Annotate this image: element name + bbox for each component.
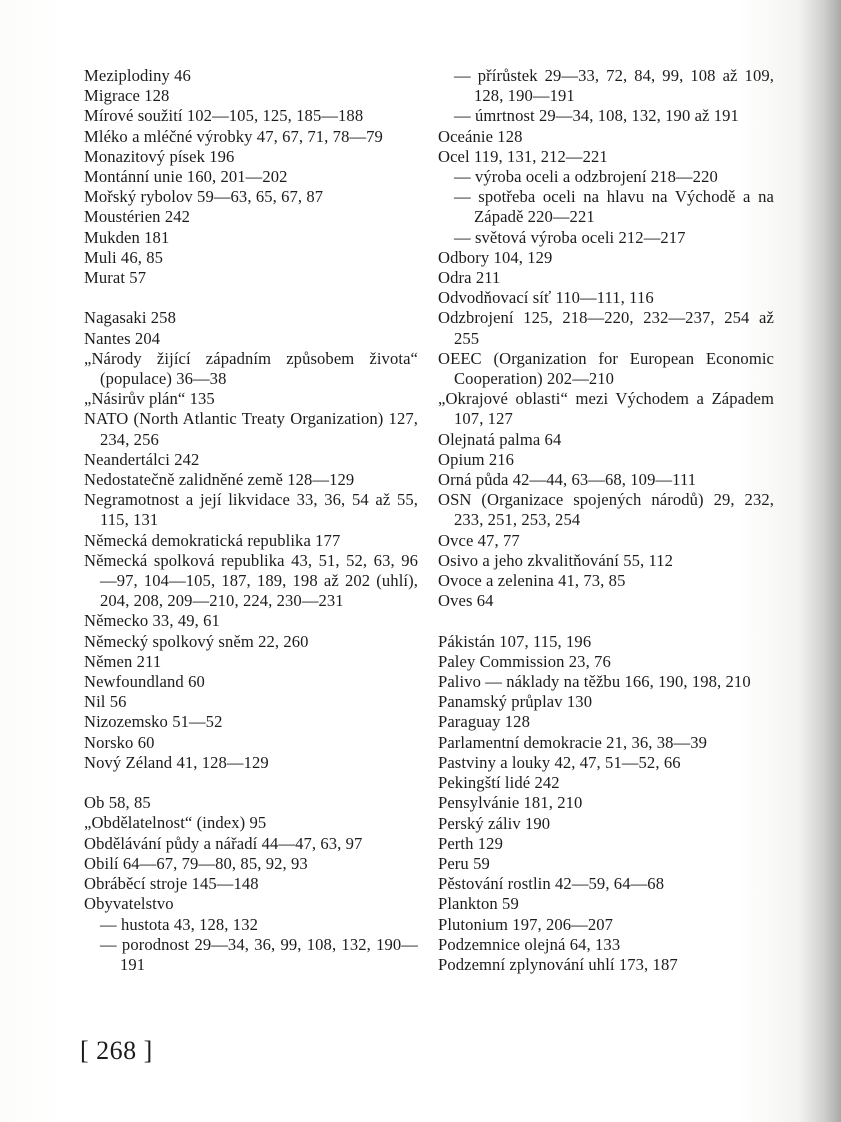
index-entry: Pákistán 107, 115, 196	[438, 631, 592, 651]
index-entry: Pastviny a louky 42, 47, 51—52, 66	[438, 752, 681, 772]
index-entry: Murat 57	[84, 268, 147, 288]
index-entry: Nagasaki 258	[84, 308, 176, 328]
index-entry: Podzemní zplynování uhlí 173, 187	[438, 954, 678, 974]
index-entry: Osivo a jeho zkvalitňování 55, 112	[438, 550, 674, 570]
page-number: [ 268 ]	[80, 1036, 153, 1065]
index-entry: Muli 46, 85	[84, 247, 164, 267]
index-entry: Mukden 181	[84, 227, 170, 247]
index-entry: Ovce 47, 77	[438, 530, 520, 550]
index-entry: Podzemnice olejná 64, 133	[438, 934, 621, 954]
index-column-right	[438, 66, 774, 975]
index-entry: Odra 211	[438, 268, 501, 288]
index-entry: Nový Zéland 41, 128—129	[84, 752, 269, 772]
index-entry: Nedostatečně zalidněné země 128—129	[84, 470, 355, 490]
index-entry: Odvodňovací síť 110—111, 116	[438, 288, 654, 308]
index-entry: „Národy žijící západním způsobem života“ (populace) 36—38	[84, 348, 418, 389]
index-entry: Perth 129	[438, 833, 503, 853]
index-entry: Olejnatá palma 64	[438, 429, 562, 449]
index-entry: Německá spolková republika 43, 51, 52, 63, 96—97, 104—105, 187, 189, 198 až 202 (uhlí), 204, 208, 209—210, 224, 230—231	[84, 550, 418, 611]
index-entry: Pěstování rostlin 42—59, 64—68	[438, 874, 665, 894]
index-entry: Migrace 128	[84, 86, 170, 106]
index-entry: Mléko a mléčné výrobky 47, 67, 71, 78—79	[84, 126, 383, 146]
index-subentry: — výroba oceli a odzbrojení 218—220	[454, 167, 718, 187]
index-entry: Obdělávání půdy a nářadí 44—47, 63, 97	[84, 833, 363, 853]
index-entry: Negramotnost a její likvidace 33, 36, 54 až 55, 115, 131	[84, 490, 418, 530]
index-entry: Ocel 119, 131, 212—221	[438, 146, 608, 166]
index-entry: Parlamentní demokracie 21, 36, 38—39	[438, 732, 708, 752]
index-entry: Palivo — náklady na těžbu 166, 190, 198, 210	[438, 672, 751, 692]
index-entry: Německý spolkový sněm 22, 260	[84, 631, 309, 651]
index-subentry: — úmrtnost 29—34, 108, 132, 190 až 191	[454, 106, 739, 126]
index-entry: Německá demokratická republika 177	[84, 530, 341, 550]
index-entry: Orná půda 42—44, 63—68, 109—111	[438, 470, 697, 490]
index-subentry: — přírůstek 29—33, 72, 84, 99, 108 až 109, 128, 190—191	[454, 66, 774, 106]
index-subentry: — hustota 43, 128, 132	[100, 914, 258, 934]
index-subentry: — spotřeba oceli na hlavu na Východě a na Západě 220—221	[454, 187, 774, 227]
index-entry: Moustérien 242	[84, 207, 191, 227]
index-entry: Nantes 204	[84, 328, 161, 348]
index-entry: Mírové soužití 102—105, 125, 185—188	[84, 106, 364, 126]
index-column-left	[84, 66, 418, 975]
index-entry: „Násirův plán“ 135	[84, 389, 215, 409]
index-entry: „Obdělatelnost“ (index) 95	[84, 813, 267, 833]
index-entry: Norsko 60	[84, 732, 155, 752]
index-subentry: — světová výroba oceli 212—217	[454, 227, 686, 247]
index-entry: Oves 64	[438, 591, 494, 611]
index-entry: Peru 59	[438, 853, 490, 873]
index-entry: Perský záliv 190	[438, 813, 551, 833]
index-entry: Odzbrojení 125, 218—220, 232—237, 254 až 255	[438, 308, 774, 348]
index-entry: Paley Commission 23, 76	[438, 651, 611, 671]
index-entry: Opium 216	[438, 449, 515, 469]
index-entry: Obráběcí stroje 145—148	[84, 874, 259, 894]
index-entry: Mořský rybolov 59—63, 65, 67, 87	[84, 187, 324, 207]
index-entry: Meziplodiny 46	[84, 66, 191, 85]
index-entry: OEEC (Organization for European Economic Cooperation) 202—210	[438, 348, 774, 389]
index-letter-gap	[84, 773, 418, 793]
index-entry: „Okrajové oblasti“ mezi Východem a Západem 107, 127	[438, 389, 774, 429]
index-letter-gap	[84, 288, 418, 308]
index-entry: OSN (Organizace spojených národů) 29, 232, 233, 251, 253, 254	[438, 490, 774, 530]
index-entry: Plutonium 197, 206—207	[438, 914, 614, 934]
index-letter-gap	[438, 611, 774, 631]
index-entry: Paraguay 128	[438, 712, 530, 732]
index-entry: Newfoundland 60	[84, 672, 205, 692]
index-entry: Plankton 59	[438, 894, 519, 914]
index-entry: Pensylvánie 181, 210	[438, 793, 583, 813]
index-entry: Ovoce a zelenina 41, 73, 85	[438, 571, 626, 591]
index-entry: Oceánie 128	[438, 126, 523, 146]
index-entry: NATO (North Atlantic Treaty Organization) 127, 234, 256	[84, 409, 418, 449]
index-entry: Panamský průplav 130	[438, 692, 593, 712]
index-entry: Ob 58, 85	[84, 793, 151, 813]
index-entry: Pekingští lidé 242	[438, 773, 560, 793]
index-entry: Neandertálci 242	[84, 449, 200, 469]
index-entry: Montánní unie 160, 201—202	[84, 167, 288, 187]
index-entry: Odbory 104, 129	[438, 247, 553, 267]
index-entry: Obyvatelstvo	[84, 894, 174, 914]
index-entry: Němen 211	[84, 651, 162, 671]
index-entry: Obilí 64—67, 79—80, 85, 92, 93	[84, 853, 308, 873]
index-entry: Nil 56	[84, 692, 127, 712]
index-entry: Německo 33, 49, 61	[84, 611, 220, 631]
index-subentry: — porodnost 29—34, 36, 99, 108, 132, 190—191	[100, 934, 418, 974]
index-entry: Nizozemsko 51—52	[84, 712, 223, 732]
index-entry: Monazitový písek 196	[84, 146, 235, 166]
